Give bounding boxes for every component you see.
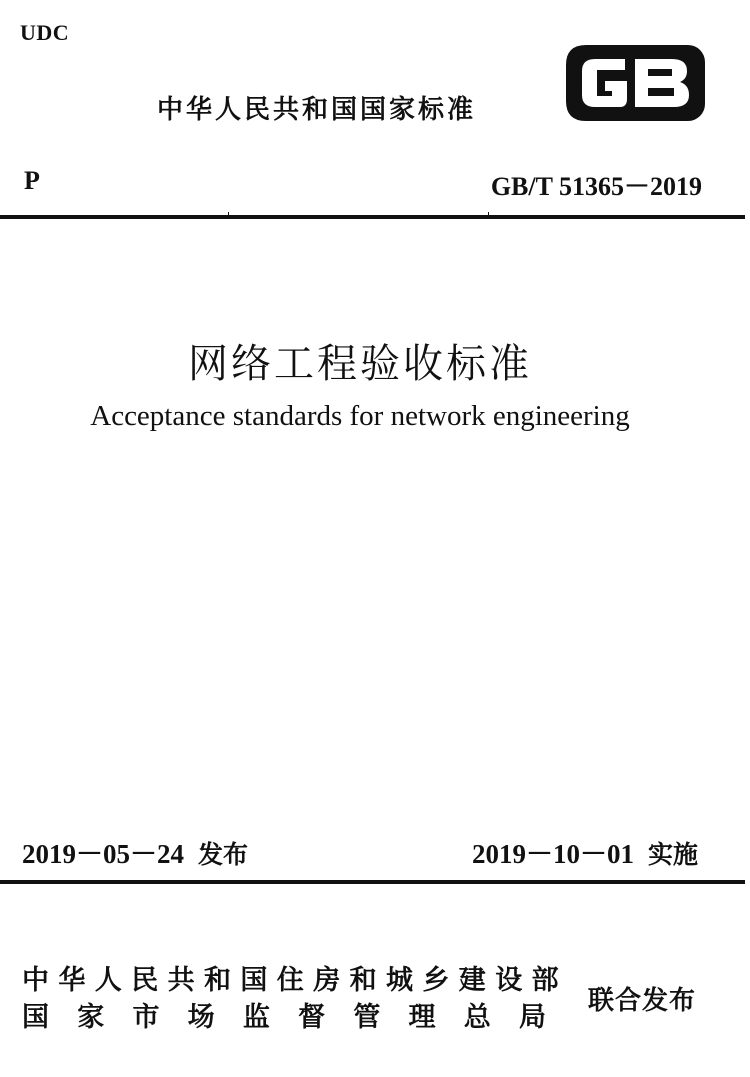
implementation-label: 实施 (647, 840, 698, 869)
gb-logo (564, 43, 706, 123)
issuer-line-2: 国 家 市 场 监 督 管 理 总 局 (22, 1002, 546, 1033)
top-divider (0, 215, 745, 219)
issue-date: 2019－05－24 (22, 839, 184, 869)
top-divider-tick (488, 212, 489, 218)
udc-label: UDC (20, 20, 70, 45)
joint-issue-label: 联合发布 (588, 986, 697, 1016)
bottom-divider (0, 880, 745, 884)
standard-number: GB/T 51365－2019 (490, 172, 702, 201)
issue-label: 发布 (198, 840, 249, 869)
document-title-chinese: 网络工程验收标准 (188, 341, 532, 387)
implementation-date: 2019－10－01 (471, 839, 634, 869)
document-title-english: Acceptance standards for network engineering (90, 400, 630, 432)
implementation-date-line (472, 832, 698, 871)
issuer-line-1: 中 华 人 民 共 和 国 住 房 和 城 乡 建 设 部 (22, 965, 559, 996)
top-divider-tick (228, 212, 229, 218)
national-standard-heading: 中华人民共和国国家标准 (157, 95, 477, 125)
classification-code: P (24, 166, 40, 195)
issue-date-line (22, 832, 248, 871)
